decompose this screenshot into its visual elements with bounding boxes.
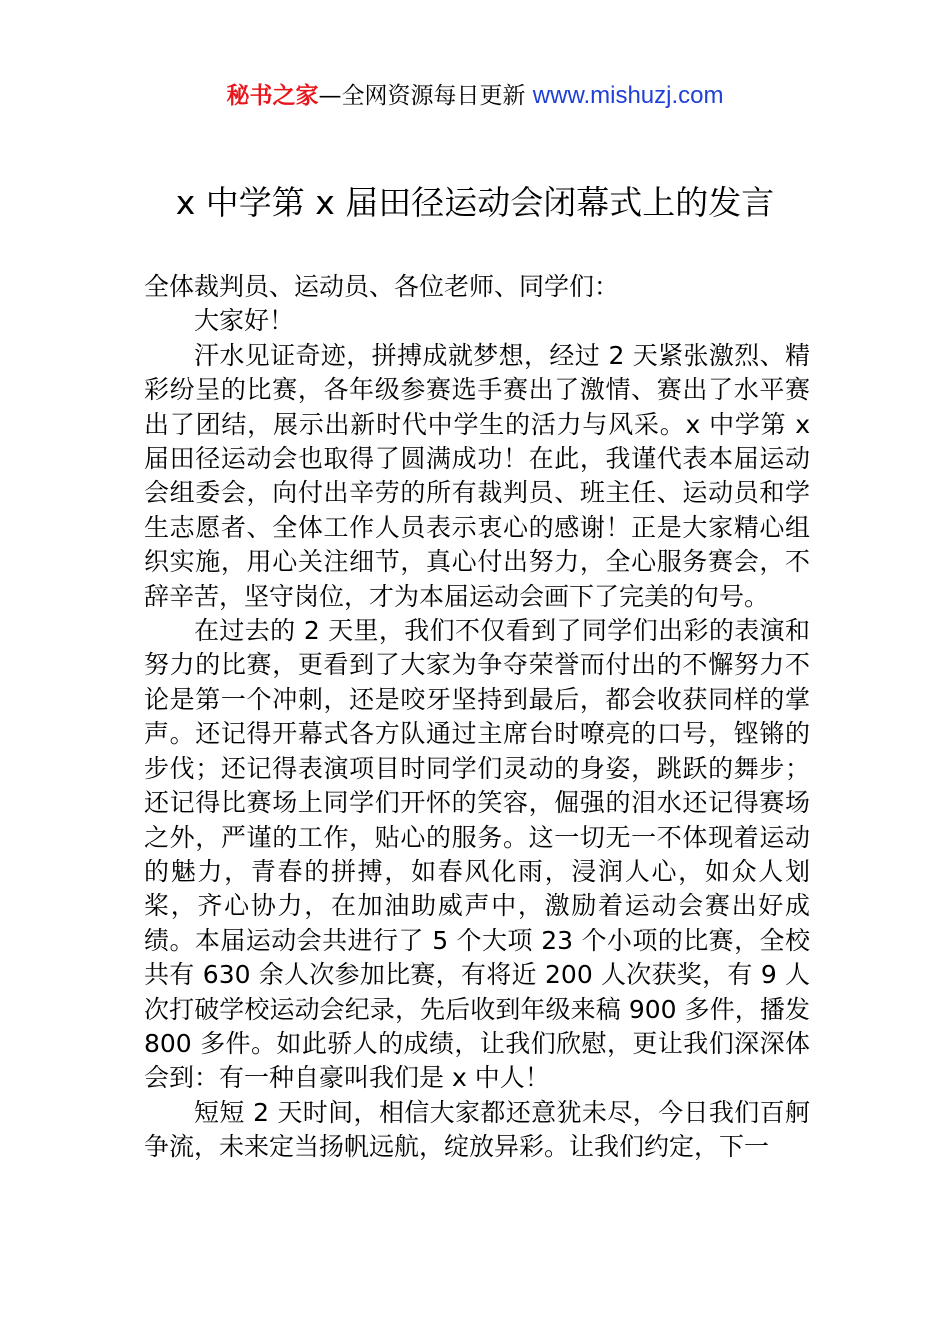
site-header [0,80,950,112]
paragraph: 在过去的 2 天里，我们不仅看到了同学们出彩的表演和努力的比赛，更看到了大家为争夺荣誉而付出的不懈努力不论是第一个冲刺，还是咬牙坚持到最后，都会收获同样的掌声。还记得开幕式各方队通过主席台时嘹亮的口号，铿锵的步伐；还记得表演项目时同学们灵动的身姿，跳跃的舞步；还记得比赛场上同学们开怀的笑容，倔强的泪水还记得赛场之外，严谨的工作，贴心的服务。这一切无一不体现着运动的魅力，青春的拼搏，如春风化雨，浸润人心，如众人划桨，齐心协力，在加油助威声中，激励着运动会赛出好成绩。本届运动会共进行了 5 个大项 23 个小项的比赛，全校共有 630 余人次参加比赛，有将近 200 人次获奖，有 9 人次打破学校运动会纪录，先后收到年级来稿 900 多件，播发 800 多件。如此骄人的成绩，让我们欣慰，更让我们深深体会到：有一种自豪叫我们是 x 中人！ [144,616,810,1093]
paragraph: 汗水见证奇迹，拼搏成就梦想，经过 2 天紧张激烈、精彩纷呈的比赛，各年级参赛选手赛出了激情、赛出了水平赛出了团结，展示出新时代中学生的活力与风采。x 中学第 x 届田径运动会也取得了圆满成功！在此，我谨代表本届运动会组委会，向付出辛劳的所有裁判员、班主任、运动员和学生志愿者、全体工作人员表示衷心的感谢！正是大家精心组织实施，用心关注细节，真心付出努力，全心服务赛会，不辞辛苦，坚守岗位，才为本届运动会画下了完美的句号。 [144,340,810,611]
document-body [144,270,810,1165]
paragraph: 短短 2 天时间，相信大家都还意犹未尽，今日我们百舸争流，未来定当扬帆远航，绽放异彩。让我们约定，下一 [144,1097,810,1162]
greeting: 大家好！ [194,306,295,336]
site-brand: 秘书之家 [226,83,319,109]
salutation: 全体裁判员、运动员、各位老师、同学们： [144,272,620,301]
site-url-link[interactable]: www.mishuzj.com [532,82,724,109]
document-title: x 中学第 x 届田径运动会闭幕式上的发言 [175,183,775,222]
site-slogan: —全网资源每日更新 [318,83,526,109]
